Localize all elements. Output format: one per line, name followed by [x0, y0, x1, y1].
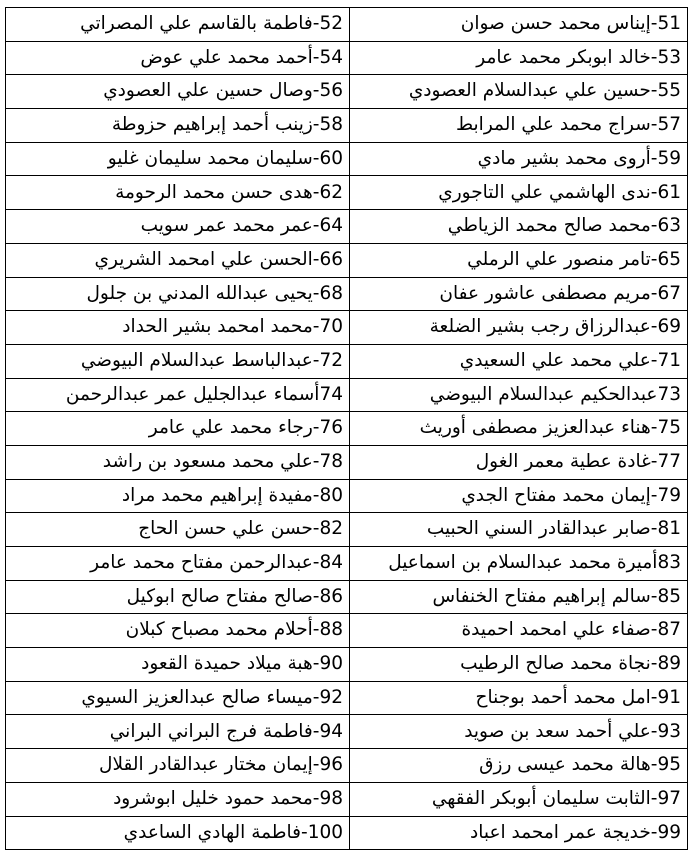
- name-cell-even: 58-زينب أحمد إبراهيم حزوطة: [6, 109, 350, 143]
- table-row: [6, 749, 688, 783]
- name-cell-even: 68-يحيى عبدالله المدني بن جلول: [6, 277, 350, 311]
- table-row: [6, 176, 688, 210]
- table-row: [6, 715, 688, 749]
- name-cell-even: 64-عمر محمد عمر سويب: [6, 210, 350, 244]
- name-cell-odd: 93-علي أحمد سعد بن صويد: [350, 715, 688, 749]
- name-cell-even: 54-أحمد محمد علي عوض: [6, 41, 350, 75]
- name-cell-even: 90-هبة ميلاد حميدة القعود: [6, 648, 350, 682]
- table-row: [6, 681, 688, 715]
- table-row: [6, 412, 688, 446]
- name-cell-odd: 75-هناء عبدالعزيز مصطفى أوريث: [350, 412, 688, 446]
- table-row: [6, 311, 688, 345]
- name-cell-odd: 89-نجاة محمد صالح الرطيب: [350, 648, 688, 682]
- table-row: [6, 782, 688, 816]
- name-cell-even: 100-فاطمة الهادي الساعدي: [6, 816, 350, 850]
- name-cell-even: 76-رجاء محمد علي عامر: [6, 412, 350, 446]
- name-cell-odd: 99-خديجة عمر امحمد اعباد: [350, 816, 688, 850]
- table-row: [6, 513, 688, 547]
- name-cell-even: 56-وصال حسين علي العصودي: [6, 75, 350, 109]
- names-table-body: [6, 8, 688, 850]
- table-row: [6, 580, 688, 614]
- table-row: [6, 344, 688, 378]
- name-cell-odd: 91-امل محمد أحمد بوجناح: [350, 681, 688, 715]
- name-cell-odd: 53-خالد ابوبكر محمد عامر: [350, 41, 688, 75]
- name-cell-odd: 55-حسين علي عبدالسلام العصودي: [350, 75, 688, 109]
- name-cell-odd: 65-تامر منصور علي الرملي: [350, 243, 688, 277]
- name-cell-odd: 59-أروى محمد بشير مادي: [350, 142, 688, 176]
- name-cell-odd: 61-ندى الهاشمي علي التاجوري: [350, 176, 688, 210]
- name-cell-even: 78-علي محمد مسعود بن راشد: [6, 445, 350, 479]
- name-cell-odd: 83أميرة محمد عبدالسلام بن اسماعيل: [350, 547, 688, 581]
- name-cell-even: 74أسماء عبدالجليل عمر عبدالرحمن: [6, 378, 350, 412]
- table-row: [6, 277, 688, 311]
- name-cell-even: 80-مفيدة إبراهيم محمد مراد: [6, 479, 350, 513]
- name-cell-odd: 85-سالم إبراهيم مفتاح الخنفاس: [350, 580, 688, 614]
- name-cell-odd: 51-إيناس محمد حسن صوان: [350, 8, 688, 42]
- name-cell-even: 62-هدى حسن محمد الرحومة: [6, 176, 350, 210]
- table-row: [6, 816, 688, 850]
- name-cell-odd: 57-سراج محمد علي المرابط: [350, 109, 688, 143]
- name-cell-odd: 79-إيمان محمد مفتاح الجدي: [350, 479, 688, 513]
- name-cell-even: 88-أحلام محمد مصباح كبلان: [6, 614, 350, 648]
- names-table: [5, 7, 688, 850]
- name-cell-even: 72-عبدالباسط عبدالسلام البيوضي: [6, 344, 350, 378]
- name-cell-odd: 97-الثابت سليمان أبوبكر الفقهي: [350, 782, 688, 816]
- name-cell-odd: 73عبدالحكيم عبدالسلام البيوضي: [350, 378, 688, 412]
- name-cell-odd: 81-صابر عبدالقادر السني الحبيب: [350, 513, 688, 547]
- table-row: [6, 378, 688, 412]
- name-cell-odd: 67-مريم مصطفى عاشور عفان: [350, 277, 688, 311]
- table-row: [6, 479, 688, 513]
- table-row: [6, 547, 688, 581]
- name-cell-even: 52-فاطمة بالقاسم علي المصراتي: [6, 8, 350, 42]
- table-row: [6, 614, 688, 648]
- table-row: [6, 243, 688, 277]
- name-cell-even: 96-إيمان مختار عبدالقادر القلال: [6, 749, 350, 783]
- name-cell-even: 60-سليمان محمد سليمان غليو: [6, 142, 350, 176]
- name-cell-odd: 63-محمد صالح محمد الزياطي: [350, 210, 688, 244]
- name-cell-even: 84-عبدالرحمن مفتاح محمد عامر: [6, 547, 350, 581]
- table-row: [6, 445, 688, 479]
- table-row: [6, 8, 688, 42]
- name-cell-even: 66-الحسن علي امحمد الشريري: [6, 243, 350, 277]
- name-cell-even: 70-محمد امحمد بشير الحداد: [6, 311, 350, 345]
- table-row: [6, 109, 688, 143]
- table-row: [6, 648, 688, 682]
- name-cell-odd: 71-علي محمد علي السعيدي: [350, 344, 688, 378]
- name-cell-even: 98-محمد حمود خليل ابوشرود: [6, 782, 350, 816]
- name-cell-odd: 95-هالة محمد عيسى رزق: [350, 749, 688, 783]
- table-row: [6, 41, 688, 75]
- name-cell-even: 92-ميساء صالح عبدالعزيز السيوي: [6, 681, 350, 715]
- table-row: [6, 210, 688, 244]
- name-cell-odd: 77-غادة عطية معمر الغول: [350, 445, 688, 479]
- table-row: [6, 142, 688, 176]
- name-cell-even: 86-صالح مفتاح صالح ابوكيل: [6, 580, 350, 614]
- table-row: [6, 75, 688, 109]
- name-cell-odd: 69-عبدالرزاق رجب بشير الضلعة: [350, 311, 688, 345]
- name-cell-even: 82-حسن علي حسن الحاج: [6, 513, 350, 547]
- name-cell-even: 94-فاطمة فرج البراني البراني: [6, 715, 350, 749]
- name-cell-odd: 87-صفاء علي امحمد احميدة: [350, 614, 688, 648]
